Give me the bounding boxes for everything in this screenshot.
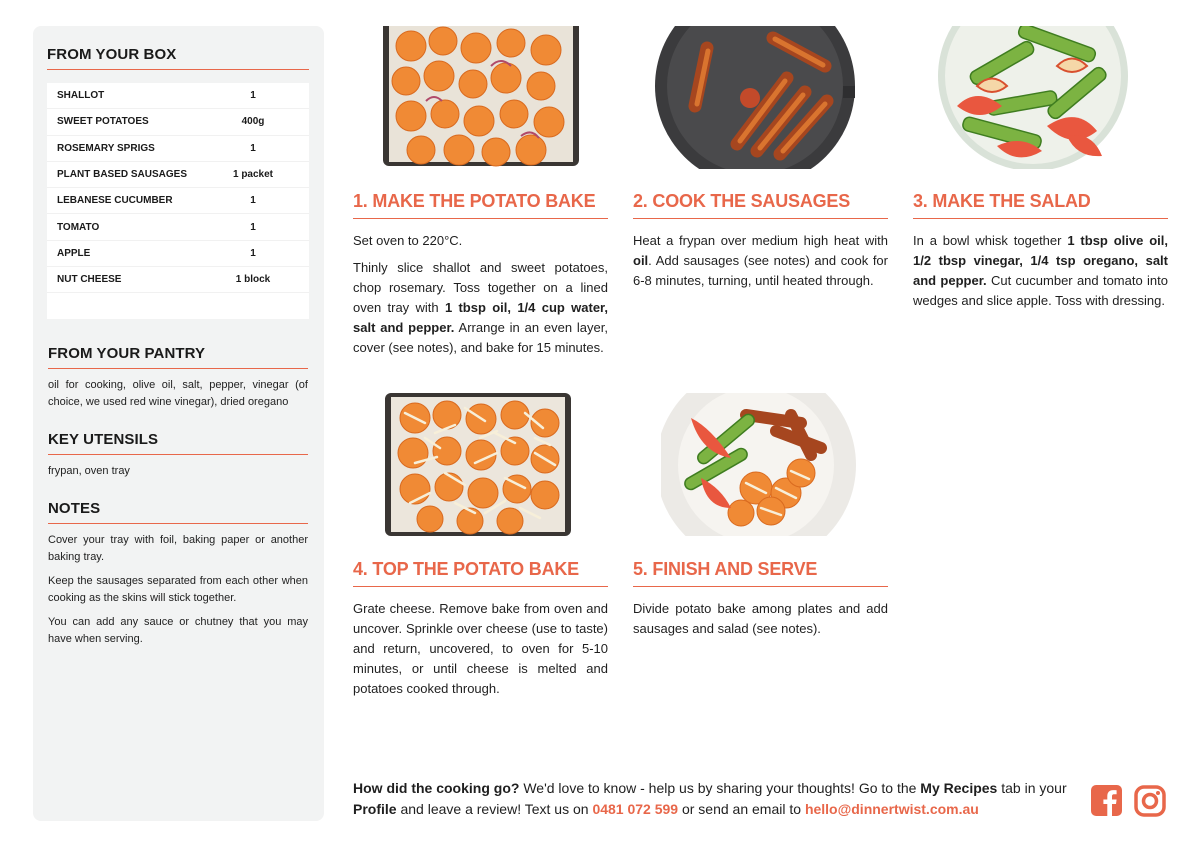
step-3 — [913, 191, 1168, 311]
pantry-text: oil for cooking, olive oil, salt, pepper, vinegar (of choice, we used red wine vinegar), dried oregano — [48, 379, 308, 409]
facebook-icon[interactable] — [1091, 785, 1122, 821]
footer-question: How did the cooking go? — [353, 780, 520, 796]
ingredient-name: TOMATO — [57, 221, 100, 233]
ingredient-qty: 1 — [250, 142, 256, 154]
pantry-title: FROM YOUR PANTRY — [48, 345, 308, 369]
ingredient-row — [47, 136, 309, 162]
ingredient-row — [47, 267, 309, 293]
ingredient-row — [47, 109, 309, 135]
step-text-bold: 1 tbsp oil, 1/4 cup water, salt and pepper. — [353, 300, 608, 335]
step-5-p1: Divide potato bake among plates and add sausages and salad (see notes). — [633, 601, 888, 636]
step-5-body — [633, 599, 888, 639]
step-3-title: 3. MAKE THE SALAD — [913, 191, 1168, 219]
ingredient-qty: 1 — [250, 221, 256, 233]
ingredient-name: SWEET POTATOES — [57, 116, 149, 128]
step-2 — [633, 191, 888, 291]
ingredient-qty: 1 block — [235, 274, 271, 286]
ingredients-table — [47, 83, 309, 319]
ingredient-name: PLANT BASED SAUSAGES — [57, 169, 188, 181]
step-text-bold: 1 tbsp olive oil, 1/2 tbsp vinegar, 1/4 tsp oregano, salt and pepper. — [913, 233, 1168, 288]
salad-bowl-photo — [937, 26, 1137, 169]
ingredient-row — [47, 214, 309, 240]
feedback-footer — [353, 778, 1073, 820]
pantry-section — [48, 345, 308, 411]
ingredient-name: NUT CHEESE — [57, 274, 122, 286]
ingredient-qty: 1 — [250, 247, 256, 259]
step-1-p2 — [353, 258, 608, 358]
step-2-title: 2. COOK THE SAUSAGES — [633, 191, 888, 219]
profile-label: Profile — [353, 801, 397, 817]
note-item: Cover your tray with foil, baking paper or another baking tray. — [48, 534, 308, 564]
step-1-body — [353, 231, 608, 358]
step-4-title: 4. TOP THE POTATO BAKE — [353, 559, 608, 587]
step-4-p1: Grate cheese. Remove bake from oven and uncover. Sprinkle over cheese (use to taste) and return, uncovered, to oven for 5-10 minutes, or until cheese is melted and potatoes cooked through. — [353, 601, 608, 696]
potato-bake-tray-photo — [381, 26, 581, 169]
step-text: In a bowl whisk together — [913, 233, 1068, 248]
step-5-title: 5. FINISH AND SERVE — [633, 559, 888, 587]
ingredient-name: APPLE — [57, 247, 91, 259]
footer-text: tab in your — [997, 780, 1067, 796]
step-2-p1 — [633, 231, 888, 291]
step-1 — [353, 191, 608, 358]
notes-title: NOTES — [48, 500, 308, 524]
step-text: Arrange in an even layer, cover (see notes), and bake for 15 minutes. — [353, 320, 608, 355]
notes-section — [48, 500, 308, 648]
ingredient-row — [47, 241, 309, 267]
ingredient-row — [47, 188, 309, 214]
instagram-icon[interactable] — [1134, 785, 1166, 822]
phone-link[interactable]: 0481 072 599 — [592, 801, 679, 817]
footer-text: or send an email to — [678, 801, 805, 817]
ingredient-name: LEBANESE CUCUMBER — [57, 195, 173, 207]
step-text: Cut cucumber and tomato into wedges and slice apple. Toss with dressing. — [913, 273, 1168, 308]
email-link[interactable]: hello@dinnertwist.com.au — [804, 801, 979, 817]
utensils-text: frypan, oven tray — [48, 465, 130, 478]
my-recipes-label: My Recipes — [920, 780, 998, 796]
sausages-frypan-photo — [655, 26, 855, 169]
from-your-box-title: FROM YOUR BOX — [47, 46, 309, 70]
step-4-body — [353, 599, 608, 699]
step-text: Heat a frypan over medium high heat with — [633, 233, 888, 248]
ingredients-sidebar — [33, 26, 324, 821]
footer-text: We'd love to know - help us by sharing your thoughts! Go to the — [519, 780, 921, 796]
note-item: Keep the sausages separated from each other when cooking as the skins will stick together. — [48, 575, 308, 605]
ingredient-name: SHALLOT — [57, 90, 105, 102]
cheese-topped-bake-photo — [385, 393, 585, 536]
ingredient-qty: 400g — [241, 116, 265, 128]
step-4 — [353, 559, 608, 699]
step-3-body — [913, 231, 1168, 311]
ingredient-qty: 1 — [250, 195, 256, 207]
ingredient-qty: 1 packet — [232, 169, 274, 181]
step-3-p1 — [913, 231, 1168, 311]
step-1-p1: Set oven to 220°C. — [353, 233, 463, 248]
note-item: You can add any sauce or chutney that you may have when serving. — [48, 616, 308, 646]
step-1-title: 1. MAKE THE POTATO BAKE — [353, 191, 608, 219]
utensils-title: KEY UTENSILS — [48, 431, 308, 455]
footer-text: and leave a review! Text us on — [396, 801, 593, 817]
plated-meal-photo — [661, 393, 861, 536]
ingredient-qty: 1 — [250, 90, 256, 102]
utensils-section — [48, 431, 308, 480]
step-5 — [633, 559, 888, 639]
step-text: Thinly slice shallot and sweet potatoes, chop rosemary. Toss together on a lined oven tray with — [353, 260, 608, 315]
ingredient-row — [47, 162, 309, 188]
step-2-body — [633, 231, 888, 291]
step-text: . Add sausages (see notes) and cook for 6-8 minutes, turning, until heated through. — [633, 253, 888, 288]
ingredient-row — [47, 83, 309, 109]
ingredient-name: ROSEMARY SPRIGS — [57, 142, 155, 154]
step-text-bold: oil — [633, 253, 649, 268]
